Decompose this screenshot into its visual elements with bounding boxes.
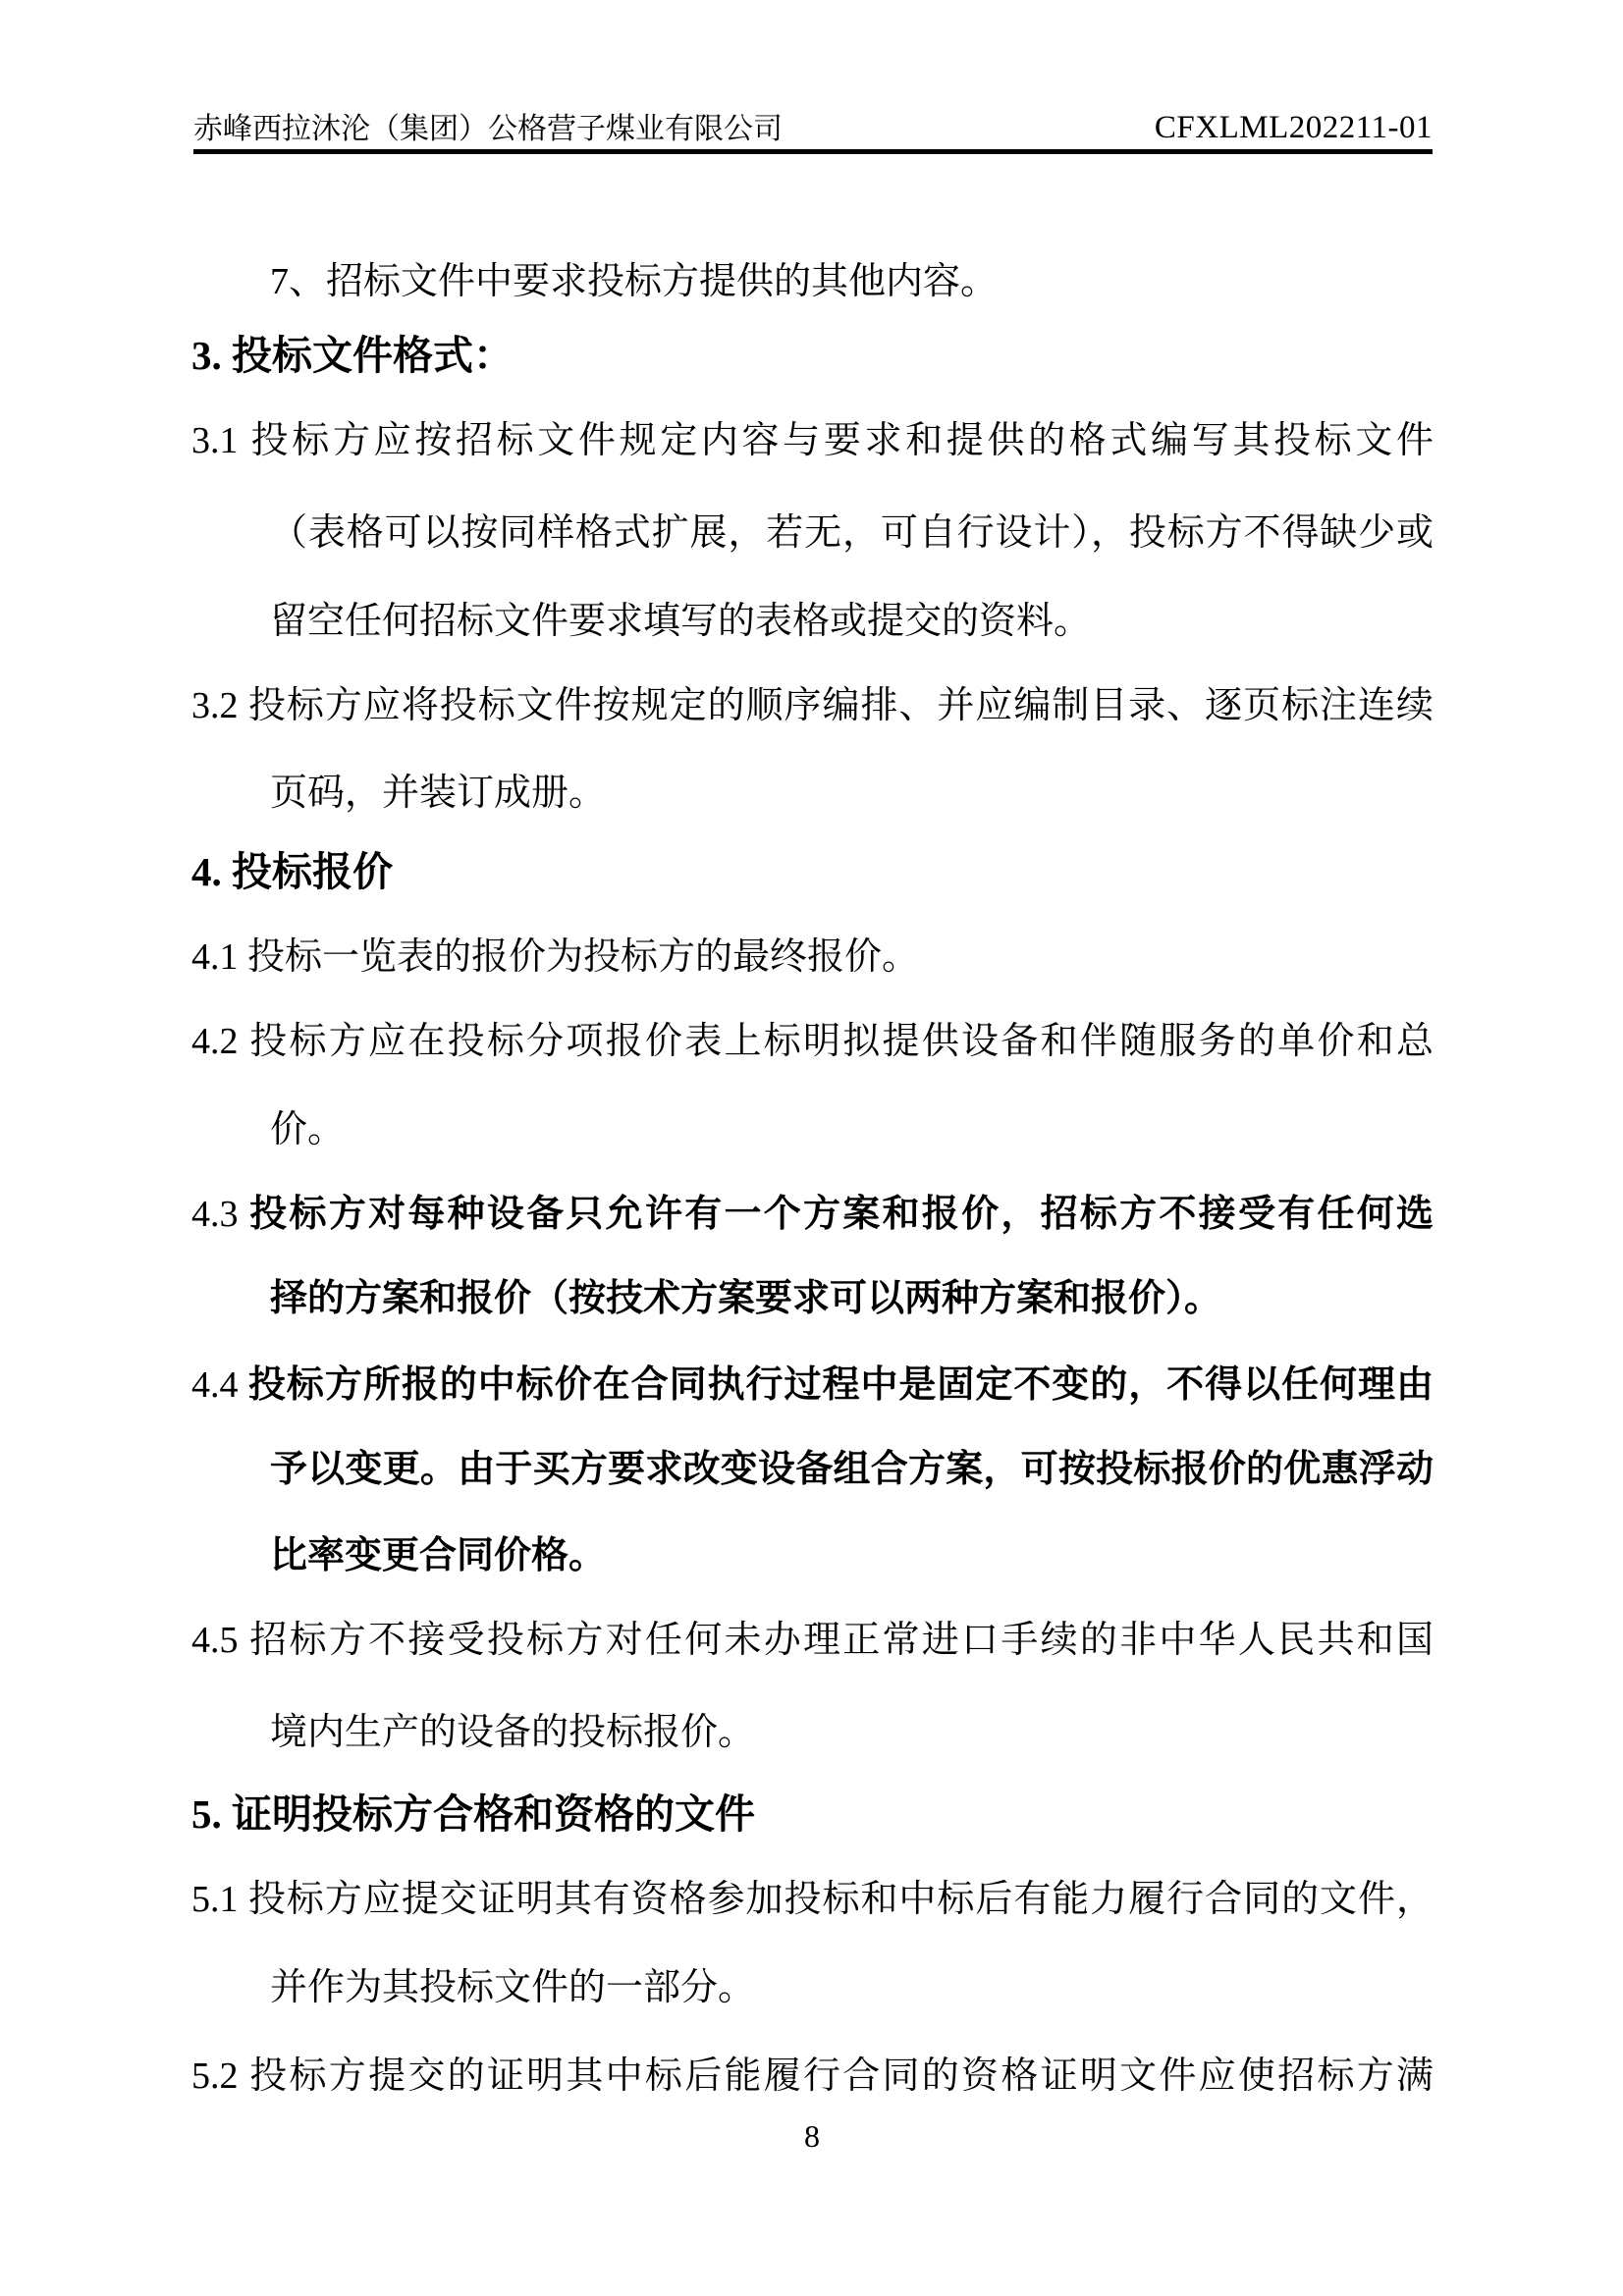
doc-line-3-2-cont1: 页码，并装订成册。 <box>270 773 607 814</box>
doc-line-item-7: 7、招标文件中要求投标方提供的其他内容。 <box>270 261 999 302</box>
doc-line-4-4 <box>191 1361 1434 1410</box>
header-company-name: 赤峰西拉沐沦（集团）公格营子煤业有限公司 <box>193 113 783 145</box>
doc-line-5-2: 5.2 投标方提交的证明其中标后能履行合同的资格证明文件应使招标方满 <box>191 2056 1434 2097</box>
doc-line-3-2: 3.2 投标方应将投标文件按规定的顺序编排、并应编制目录、逐页标注连续 <box>191 685 1434 726</box>
header-rule <box>193 149 1433 154</box>
page-number: 8 <box>804 2118 820 2154</box>
header-doc-code: CFXLML202211-01 <box>1154 110 1433 145</box>
doc-line-5-1-cont1: 并作为其投标文件的一部分。 <box>270 1967 756 2008</box>
doc-line-4-2: 4.2 投标方应在投标分项报价表上标明拟提供设备和伴随服务的单价和总 <box>191 1021 1434 1062</box>
doc-line-4-1: 4.1 投标一览表的报价为投标方的最终报价。 <box>191 936 920 978</box>
doc-line-3-1: 3.1 投标方应按招标文件规定内容与要求和提供的格式编写其投标文件 <box>191 420 1434 461</box>
doc-line-4-4-cont2: 比率变更合同价格。 <box>270 1535 607 1576</box>
doc-line-4-5-cont1: 境内生产的设备的投标报价。 <box>270 1712 756 1753</box>
doc-heading-3: 3. 投标文件格式： <box>191 333 514 378</box>
doc-heading-4: 4. 投标报价 <box>191 849 393 894</box>
doc-line-4-3-text: 投标方对每种设备只允许有一个方案和报价，招标方不接受有任何选 <box>249 1194 1434 1235</box>
doc-line-4-4-number: 4.4 <box>191 1364 248 1406</box>
doc-heading-5: 5. 证明投标方合格和资格的文件 <box>191 1791 755 1837</box>
doc-line-4-3-number: 4.3 <box>191 1194 250 1235</box>
doc-line-5-1: 5.1 投标方应提交证明其有资格参加投标和中标后有能力履行合同的文件， <box>191 1879 1434 1920</box>
doc-line-4-4-text: 投标方所报的中标价在合同执行过程中是固定不变的，不得以任何理由 <box>247 1364 1434 1406</box>
doc-line-3-1-cont1: （表格可以按同样格式扩展，若无，可自行设计），投标方不得缺少或 <box>270 512 1434 554</box>
doc-line-4-3-cont1: 择的方案和报价（按技术方案要求可以两种方案和报价）。 <box>270 1278 1222 1319</box>
doc-line-4-2-cont1: 价。 <box>270 1109 346 1150</box>
doc-line-4-3 <box>191 1190 1434 1239</box>
doc-line-3-1-cont2: 留空任何招标文件要求填写的表格或提交的资料。 <box>270 601 1092 642</box>
doc-line-4-4-cont1: 予以变更。由于买方要求改变设备组合方案，可按投标报价的优惠浮动 <box>270 1449 1434 1490</box>
doc-line-4-5: 4.5 招标方不接受投标方对任何未办理正常进口手续的非中华人民共和国 <box>191 1620 1434 1661</box>
